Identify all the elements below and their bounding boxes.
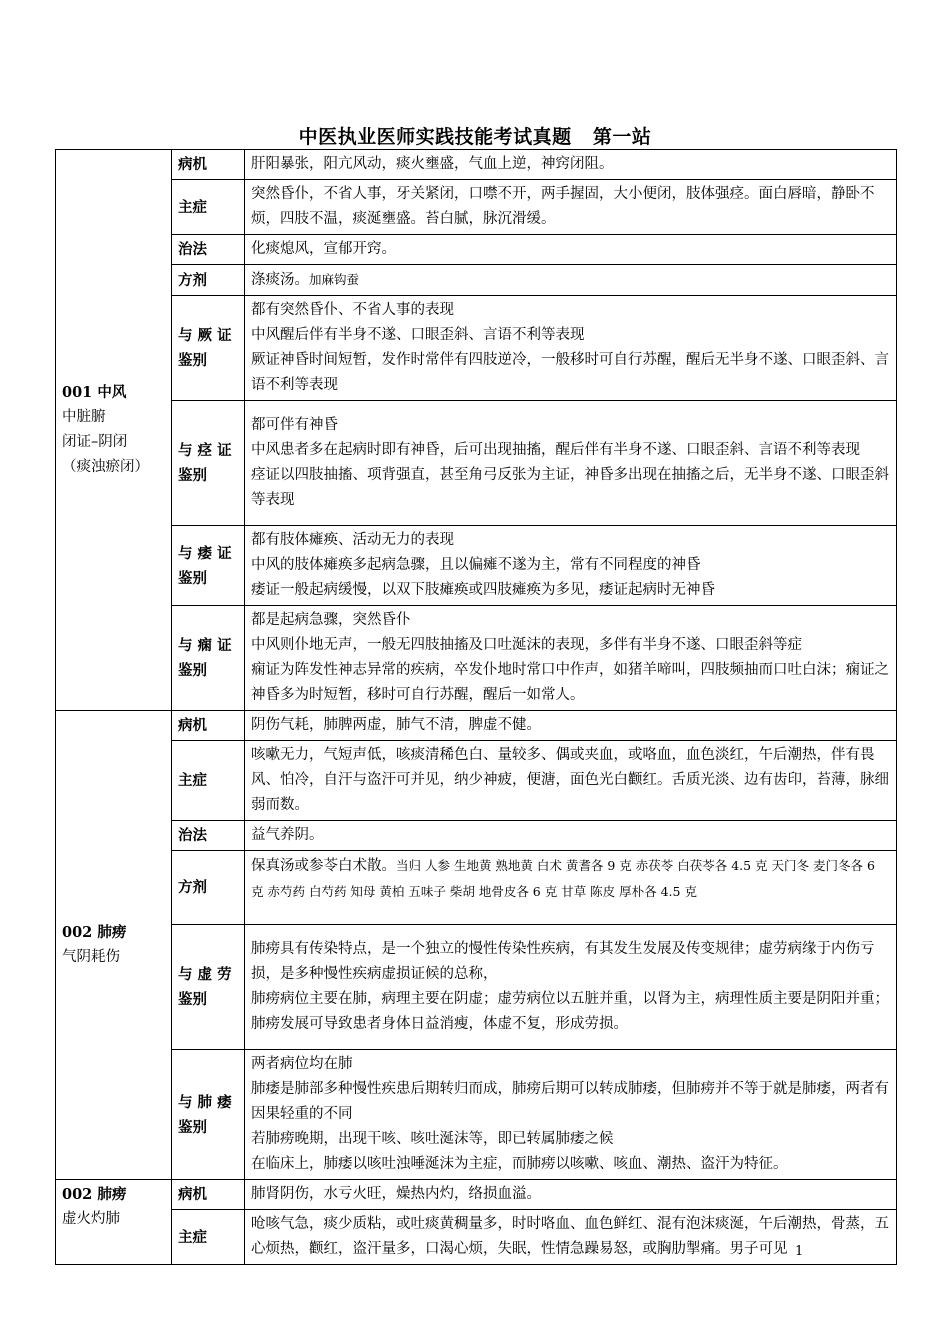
table-row (56, 741, 897, 821)
content-line: 两者病位均在肺 (251, 1056, 353, 1072)
row-content (245, 1180, 897, 1210)
disease-subtitle: 中脏腑 (62, 409, 106, 425)
content-line: 肺痨病位主要在肺，病理主要在阴虚；虚劳病位以五脏并重，以肾为主，病理性质主要是阴阳并重； (251, 991, 889, 1007)
row-label: 方剂 (172, 851, 245, 925)
content-line: 中风患者多在起病时即有神昏，后可出现抽搐，醒后伴有半身不遂、口眼歪斜、言语不利等表现 (251, 442, 860, 458)
row-label (172, 296, 245, 401)
row-label-part: 与 肺 痿 (178, 1093, 232, 1111)
row-label: 病机 (172, 1180, 245, 1210)
row-content (245, 401, 897, 526)
table-row (56, 526, 897, 606)
content-line: 都有肢体瘫痪、活动无力的表现 (251, 532, 454, 548)
table-row (56, 296, 897, 401)
page-title: 中医执业医师实践技能考试真题 第一站 (298, 126, 652, 148)
disease-subtitle: 虚火灼肺 (62, 1211, 120, 1227)
content-line: 突然昏仆，不省人事，牙关紧闭，口噤不开，两手握固，大小便闭，肢体强痉。面白唇暗，静卧不烦，四肢不温，痰涎壅盛。苔白腻，脉沉滑缓。 (251, 186, 875, 227)
content-line: 痿证一般起病缓慢，以双下肢瘫痪或四肢瘫痪为多见，痿证起病时无神昏 (251, 582, 715, 598)
content-line: 肺痨具有传染特点，是一个独立的慢性传染性疾病，有其发生发展及传变规律；虚劳病缘于内伤亏损，是多种慢性疾病虚损证候的总称， (251, 941, 875, 982)
row-label-part: 鉴别 (178, 991, 207, 1008)
row-content (245, 606, 897, 711)
content-line: 阴伤气耗，肺脾两虚，肺气不清，脾虚不健。 (251, 717, 541, 733)
row-label-part: 与 痫 证 (178, 637, 232, 654)
row-label-part: 与 厥 证 (178, 327, 232, 344)
row-content (245, 925, 897, 1050)
content-line: 化痰熄风，宣郁开窍。 (251, 241, 396, 257)
content-line: 肺痿是肺部多种慢性疾患后期转归而成，肺痨后期可以转成肺痿，但肺痨并不等于就是肺痿，两者有因果轻重的不同 (251, 1081, 889, 1122)
table-row (56, 265, 897, 296)
disease-subtitle: （痰浊瘀闭） (62, 459, 149, 475)
content-line: 中风醒后伴有半身不遂、口眼歪斜、言语不利等表现 (251, 327, 585, 343)
table-row (56, 1180, 897, 1210)
content-line: 肺肾阴伤，水亏火旺，燥热内灼，络损血溢。 (251, 1186, 541, 1202)
content-line: 呛咳气急，痰少质粘，或吐痰黄稠量多，时时咯血、血色鲜红、混有泡沫痰涎，午后潮热，骨蒸，五心烦热，颧红，盗汗量多，口渴心烦，失眠，性情急躁易怒，或胸肋掣痛。男子可见 (251, 1216, 889, 1257)
content-line: 中风的肢体瘫痪多起病急骤，且以偏瘫不遂为主，常有不同程度的神昏 (251, 557, 701, 573)
row-content (245, 741, 897, 821)
content-line: 都可伴有神昏 (251, 417, 338, 433)
table-row (56, 180, 897, 235)
row-content (245, 821, 897, 851)
row-label: 主症 (172, 1210, 245, 1265)
table-row (56, 711, 897, 741)
table-row (56, 1050, 897, 1180)
content-line: 咳嗽无力，气短声低，咳痰清稀色白、量较多、偶或夹血，或咯血，血色淡红，午后潮热，伴有畏风、怕冷，自汗与盗汗可并见，纳少神疲，便溏，面色光白颧红。舌质光淡、边有齿印，苔薄，脉细弱而数。 (251, 747, 889, 813)
content-line: 痉证以四肢抽搐、项背强直，甚至角弓反张为主证，神昏多出现在抽搐之后，无半身不遂、口眼歪斜等表现 (251, 467, 889, 508)
content-line: 肺痨发展可导致患者身体日益消瘦，体虚不复，形成劳损。 (251, 1016, 628, 1032)
row-content (245, 180, 897, 235)
content-line: 肝阳暴张，阳亢风动，痰火壅盛，气血上逆，神窍闭阻。 (251, 156, 614, 172)
disease-name: 002 肺痨 (62, 924, 127, 941)
table-row (56, 1210, 897, 1265)
row-content (245, 150, 897, 180)
table-row (56, 401, 897, 526)
row-label-part: 鉴别 (178, 352, 207, 369)
prescription-ingredients: 当归 人参 生地黄 熟地黄 白术 黄耆各 9 克 赤茯苓 白茯苓各 4.5 克 天门冬 麦门冬各 6 克 赤芍药 白芍药 知母 黄柏 五味子 柴胡 地骨皮各 6 克 甘草 陈皮 厚朴各 4.5 克 (251, 858, 875, 899)
row-label: 方剂 (172, 265, 245, 296)
content-line: 中风则仆地无声，一般无四肢抽搐及口吐涎沫的表现，多伴有半身不遂、口眼歪斜等症 (251, 637, 802, 653)
content-line: 都有突然昏仆、不省人事的表现 (251, 302, 454, 318)
row-label (172, 1050, 245, 1180)
disease-subtitle: 气阴耗伤 (62, 949, 120, 965)
disease-cell (56, 150, 172, 711)
row-label (172, 925, 245, 1050)
row-content (245, 296, 897, 401)
row-label: 治法 (172, 235, 245, 265)
row-content (245, 526, 897, 606)
row-content (245, 235, 897, 265)
row-label-part: 与 虚 劳 (178, 966, 232, 983)
content-line: 厥证神昏时间短暂，发作时常伴有四肢逆冷，一般移时可自行苏醒，醒后无半身不遂、口眼歪斜、言语不利等表现 (251, 352, 889, 393)
row-label: 主症 (172, 741, 245, 821)
disease-subtitle: 闭证–阴闭 (62, 434, 128, 450)
row-label-part: 鉴别 (178, 662, 207, 679)
content-line: 在临床上，肺痿以咳吐浊唾涎沫为主症，而肺痨以咳嗽、咳血、潮热、盗汗为特征。 (251, 1156, 788, 1172)
row-label (172, 606, 245, 711)
row-label-part: 鉴别 (178, 1118, 207, 1136)
disease-name: 001 中风 (62, 384, 127, 401)
table-row (56, 235, 897, 265)
table-row (56, 925, 897, 1050)
prescription-ingredients: 加麻钩蚕 (309, 272, 360, 287)
row-label-part: 鉴别 (178, 569, 207, 587)
row-content (245, 265, 897, 296)
table-row (56, 150, 897, 180)
prescription-name: 保真汤或参苓白术散。 (251, 858, 396, 874)
table-row (56, 606, 897, 711)
table-row (56, 821, 897, 851)
content-line: 若肺痨晚期，出现干咳、咳吐涎沫等，即已转属肺痿之候 (251, 1131, 614, 1147)
row-content (245, 711, 897, 741)
row-label (172, 526, 245, 606)
table-row (56, 851, 897, 925)
disease-name: 002 肺痨 (62, 1186, 127, 1203)
row-content (245, 851, 897, 925)
content-line: 痫证为阵发性神志异常的疾病，卒发仆地时常口中作声，如猪羊啼叫，四肢频抽而口吐白沫；痫证之神昏多为时短暂，移时可自行苏醒，醒后一如常人。 (251, 662, 889, 703)
row-label (172, 401, 245, 526)
row-label: 病机 (172, 711, 245, 741)
content-line: 都是起病急骤，突然昏仆 (251, 612, 411, 628)
row-label-part: 鉴别 (178, 467, 207, 484)
disease-cell (56, 1180, 172, 1265)
disease-cell (56, 711, 172, 1180)
row-label-part: 与 痿 证 (178, 544, 232, 562)
row-label: 病机 (172, 150, 245, 180)
row-label-part: 与 痉 证 (178, 442, 232, 459)
page-number: 1 (795, 1244, 804, 1259)
row-label: 治法 (172, 821, 245, 851)
content-line: 益气养阴。 (251, 827, 324, 843)
row-content (245, 1050, 897, 1180)
content-table (55, 149, 897, 1265)
row-label: 主症 (172, 180, 245, 235)
prescription-name: 涤痰汤。 (251, 272, 309, 288)
